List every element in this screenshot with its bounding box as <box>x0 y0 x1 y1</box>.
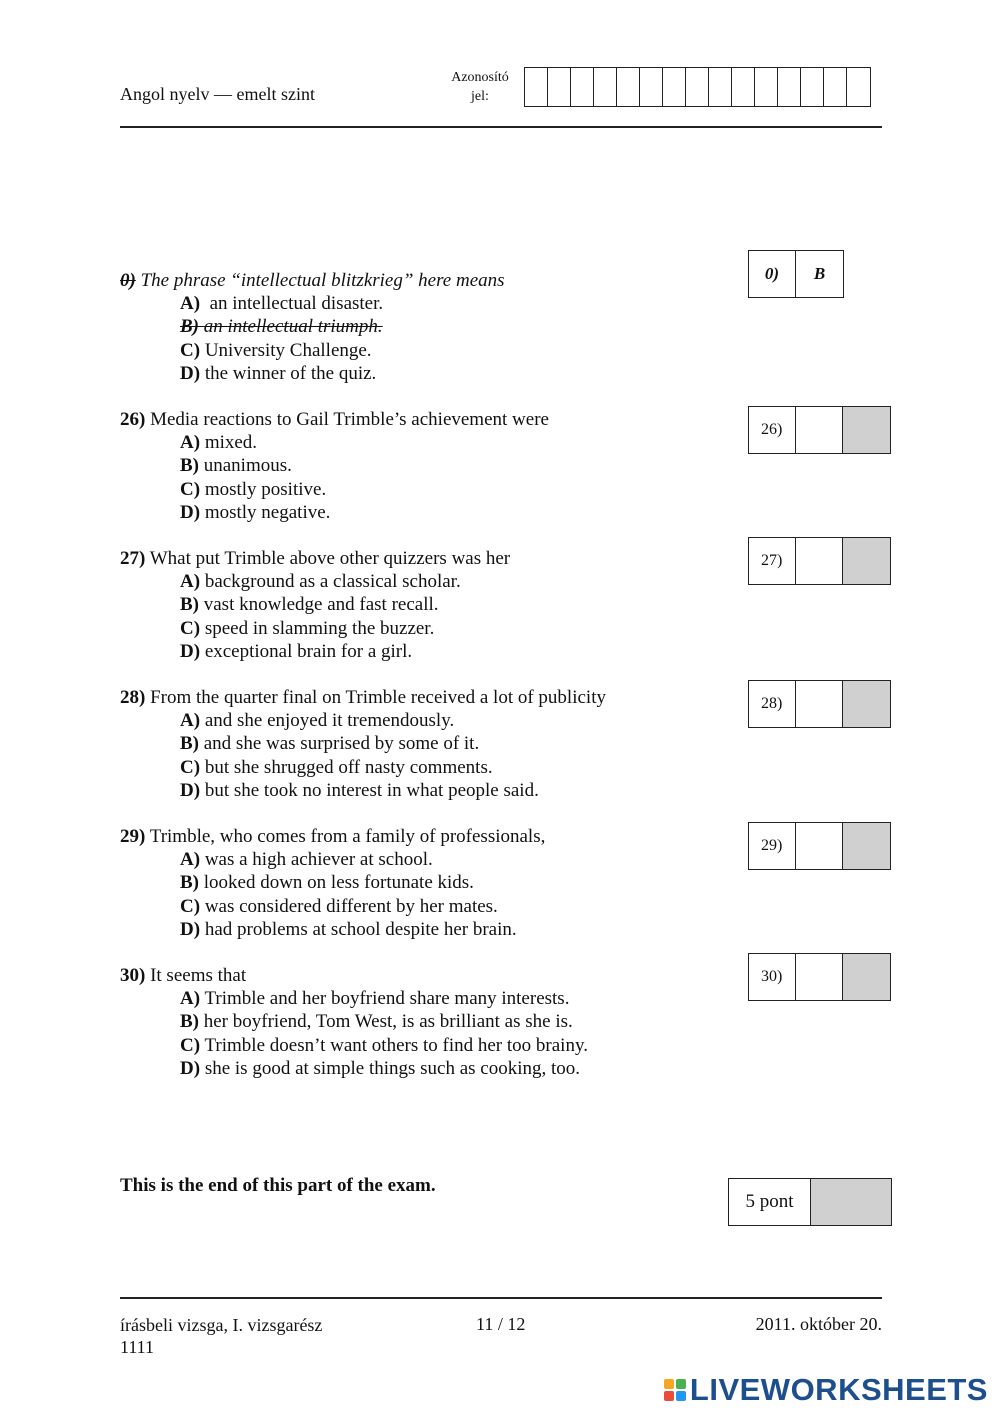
id-cell[interactable] <box>686 68 709 106</box>
score-cell <box>843 823 890 869</box>
answer-input[interactable] <box>796 407 843 453</box>
logo-text: LIVEWORKSHEETS <box>689 1372 988 1407</box>
option-row: A) Trimble and her boyfriend share many interests. <box>180 988 570 1010</box>
option-row: A) was a high achiever at school. <box>180 849 433 871</box>
question-29 <box>120 825 545 941</box>
option-row: D) the winner of the quiz. <box>180 362 377 384</box>
id-cell[interactable] <box>778 68 801 106</box>
score-box <box>728 1178 892 1226</box>
option-row: A) mixed. <box>180 432 258 454</box>
logo-square <box>676 1379 686 1389</box>
option-row: D) but she took no interest in what people said. <box>180 779 539 801</box>
exam-code: 1111 <box>120 1337 154 1357</box>
id-cell[interactable] <box>709 68 732 106</box>
id-cell[interactable] <box>755 68 778 106</box>
option-row: C) Trimble doesn’t want others to find her too brainy. <box>180 1034 588 1056</box>
id-cell[interactable] <box>617 68 640 106</box>
example-stem: The phrase “intellectual blitzkrieg” here means <box>140 270 505 291</box>
option-row: B) looked down on less fortunate kids. <box>180 872 474 894</box>
answer-box-30 <box>748 953 891 1001</box>
option-row: C) speed in slamming the buzzer. <box>180 617 435 639</box>
end-of-part-text: This is the end of this part of the exam. <box>120 1175 436 1196</box>
exam-part: írásbeli vizsga, I. vizsgarész <box>120 1315 323 1335</box>
question-stem: Trimble, who comes from a family of professionals, <box>149 826 546 847</box>
id-cell[interactable] <box>640 68 663 106</box>
answer-box-label: 28) <box>749 681 796 727</box>
example-question <box>120 269 505 385</box>
option-row: D) mostly negative. <box>180 501 331 523</box>
question-number: 28) <box>120 687 146 708</box>
option-row: B) her boyfriend, Tom West, is as brilliant as she is. <box>180 1011 573 1033</box>
question-number: 26) <box>120 409 146 430</box>
answer-box-label: 29) <box>749 823 796 869</box>
liveworksheets-logo <box>664 1372 988 1408</box>
footer-divider <box>120 1297 882 1299</box>
id-cell[interactable] <box>732 68 755 106</box>
answer-box-28 <box>748 680 891 728</box>
option-row: A) and she enjoyed it tremendously. <box>180 710 455 732</box>
question-number: 27) <box>120 548 146 569</box>
question-stem: Media reactions to Gail Trimble’s achievement were <box>150 409 549 430</box>
option-row: C) was considered different by her mates. <box>180 895 498 917</box>
option-row: D) she is good at simple things such as cooking, too. <box>180 1057 581 1079</box>
header-divider <box>120 126 882 128</box>
answer-box-label: 30) <box>749 954 796 1000</box>
id-label: Azonosító jel: <box>451 70 509 104</box>
logo-icon <box>664 1379 686 1401</box>
option-row: A) background as a classical scholar. <box>180 571 461 593</box>
footer-left <box>120 1314 322 1358</box>
question-stem: What put Trimble above other quizzers was her <box>149 548 511 569</box>
example-number: 0) <box>120 270 136 291</box>
answer-box-label: 27) <box>749 538 796 584</box>
score-cell <box>843 681 890 727</box>
logo-square <box>664 1391 674 1401</box>
question-stem: From the quarter final on Trimble received a lot of publicity <box>150 687 606 708</box>
id-cell[interactable] <box>548 68 571 106</box>
answer-box-27 <box>748 537 891 585</box>
answer-input[interactable] <box>796 681 843 727</box>
option-row: C) University Challenge. <box>180 339 372 361</box>
id-code-grid[interactable] <box>524 67 871 107</box>
question-number: 29) <box>120 826 146 847</box>
score-total-cell <box>811 1179 891 1225</box>
answer-input[interactable] <box>796 538 843 584</box>
answer-box-label: 26) <box>749 407 796 453</box>
answer-input[interactable] <box>796 823 843 869</box>
score-label: 5 pont <box>729 1179 811 1225</box>
option-row: B) an intellectual triumph. <box>180 316 383 338</box>
example-answer-label: 0) <box>749 251 796 297</box>
option-row: A) an intellectual disaster. <box>180 293 384 315</box>
answer-box-29 <box>748 822 891 870</box>
answer-input[interactable] <box>796 954 843 1000</box>
option-row: C) but she shrugged off nasty comments. <box>180 756 493 778</box>
option-row: C) mostly positive. <box>180 478 327 500</box>
id-cell[interactable] <box>571 68 594 106</box>
question-number: 30) <box>120 965 146 986</box>
score-cell <box>843 538 890 584</box>
answer-box-26 <box>748 406 891 454</box>
exam-subject-title: Angol nyelv — emelt szint <box>120 84 315 104</box>
question-stem: It seems that <box>150 965 247 986</box>
id-cell[interactable] <box>525 68 548 106</box>
option-row: D) had problems at school despite her brain. <box>180 918 517 940</box>
option-row: B) vast knowledge and fast recall. <box>180 594 439 616</box>
example-answer-value: B <box>813 264 826 283</box>
question-30 <box>120 964 588 1080</box>
question-26 <box>120 408 549 524</box>
id-cell[interactable] <box>824 68 847 106</box>
id-cell[interactable] <box>594 68 617 106</box>
id-cell[interactable] <box>663 68 686 106</box>
page-number: 11 / 12 <box>476 1314 526 1334</box>
id-cell[interactable] <box>801 68 824 106</box>
id-cell[interactable] <box>847 68 870 106</box>
exam-date: 2011. október 20. <box>755 1314 882 1334</box>
question-28 <box>120 686 606 802</box>
score-cell <box>843 954 890 1000</box>
option-row: B) unanimous. <box>180 455 292 477</box>
logo-square <box>664 1379 674 1389</box>
question-27 <box>120 547 510 663</box>
example-answer-box <box>748 250 844 298</box>
logo-square <box>676 1391 686 1401</box>
option-row: D) exceptional brain for a girl. <box>180 640 413 662</box>
score-cell <box>843 407 890 453</box>
option-row: B) and she was surprised by some of it. <box>180 733 480 755</box>
